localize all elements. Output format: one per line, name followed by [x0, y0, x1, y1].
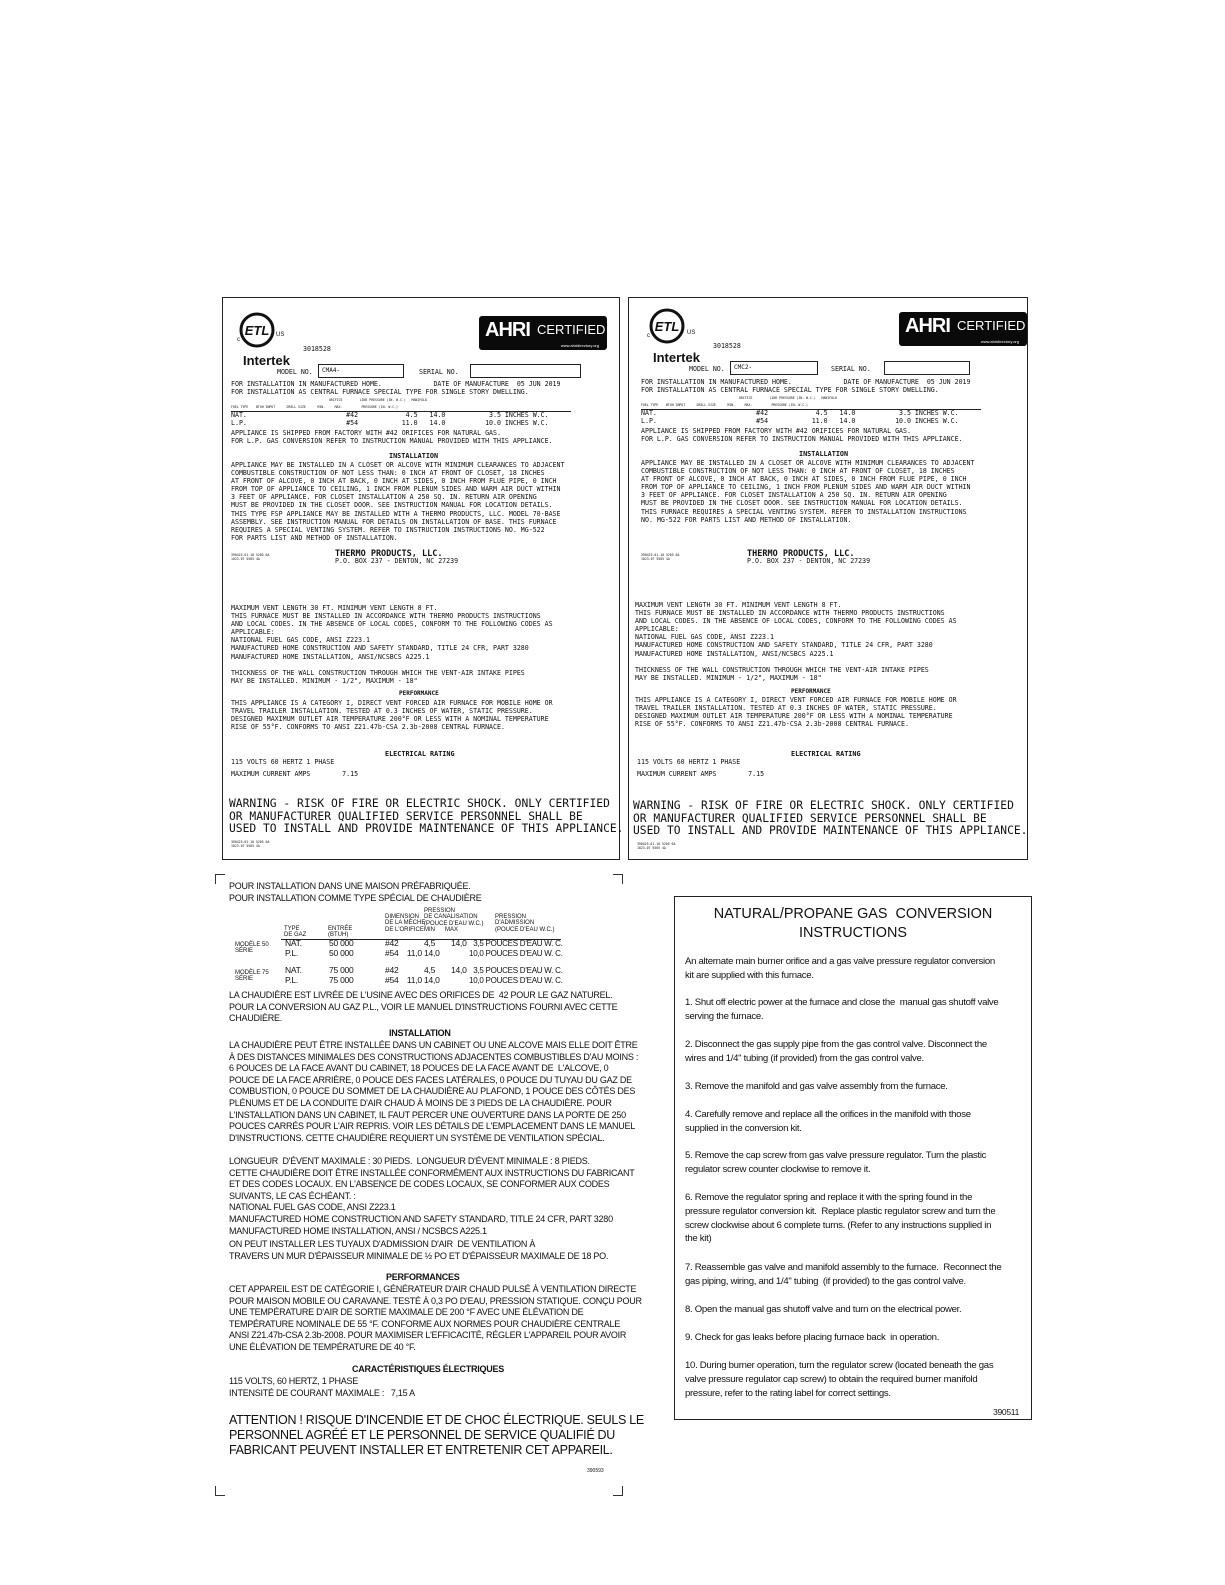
- french-wall-body: ON PEUT INSTALLER LES TUYAUX D'ADMISSION D'AIR DE VENTILATION À TRAVERS UN MUR D'ÉPAISSEUR MINIMALE DE ½ PO ET D'ÉPAISSEUR MAXIMALE DE 18 PO.: [229, 1239, 609, 1261]
- small-code: 390425.01.10 5205 0A 1023-07 5565 4A: [231, 553, 270, 561]
- crop-mark-bl: [215, 1486, 225, 1496]
- conversion-step-4: 4. Carefully remove and replace all the orifices in the manifold with those supplied in the conversion kit.: [685, 1109, 971, 1134]
- french-elec-body: 115 VOLTS, 60 HERTZ, 1 PHASE INTENSITÉ DE COURANT MAXIMALE : 7,15 A: [229, 1376, 415, 1398]
- conversion-title: NATURAL/PROPANE GAS CONVERSION INSTRUCTIONS: [713, 906, 993, 941]
- french-vent-body: LONGUEUR D'ÉVENT MAXIMALE : 30 PIEDS. LONGUEUR D'ÉVENT MINIMALE : 8 PIEDS. CETTE CHAUDIÈRE DOIT ÊTRE INSTALLÉE CONFORMÉMENT AUX INSTRUCTIONS DU FABRICANT ET DES CODES LOCAUX. EN L'ABSENCE DE CODES LOCAUX, SE CONFORMER AUX CODES SUIVANTS, LE CAS ÉCHÉANT. : NATIONAL FUEL GAS CODE, ANSI Z223.1 MANUFACTURED HOME CONSTRUCTION AND SAFETY STANDARD, TITLE 24 CFR, PART 3280 MANUFACTURED HOME INSTALLATION, ANSI / NCSBCS A225.1: [229, 1156, 635, 1236]
- conversion-line: FOR L.P. GAS CONVERSION REFER TO INSTRUCTION MANUAL PROVIDED WITH THIS APPLIANCE.: [231, 437, 553, 445]
- table-row-lp: L.P. #54 11.0 14.0 10.0 INCHES W.C.: [641, 417, 959, 425]
- cert-number: 3018528: [713, 342, 741, 350]
- electrical-heading: ELECTRICAL RATING: [385, 750, 455, 758]
- etl-logo-icon: [239, 312, 275, 348]
- french-th-entree: ENTRÉE (BTUH): [328, 926, 353, 939]
- serial-label: SERIAL NO.: [831, 365, 871, 373]
- electrical-volts: 115 VOLTS 60 HERTZ 1 PHASE: [231, 758, 335, 766]
- conversion-line: FOR L.P. GAS CONVERSION REFER TO INSTRUCTION MANUAL PROVIDED WITH THIS APPLIANCE.: [641, 435, 963, 443]
- conversion-intro: An alternate main burner orifice and a gas valve pressure regulator conversion kit are supplied with this furnace.: [685, 956, 995, 981]
- installation-heading: INSTALLATION: [799, 450, 849, 458]
- company-name: THERMO PRODUCTS, LLC.: [335, 549, 443, 559]
- warning-text: WARNING - RISK OF FIRE OR ELECTRIC SHOCK. ONLY CERTIFIED OR MANUFACTURER QUALIFIED SERVICE PERSONNEL SHALL BE USED TO INSTALL AND PROVIDE MAINTENANCE OF THIS APPLIANCE.: [229, 797, 624, 835]
- rating-label-right: [628, 297, 1028, 860]
- conversion-step-10: 10. During burner operation, turn the regulator screw (located beneath the gas valve pressure regulator cap screw) to obtain the required burner manifold pressure, refer to the rating label for correct settings.: [685, 1360, 994, 1399]
- conversion-step-1: 1. Shut off electric power at the furnace and close the manual gas shutoff valve serving the furnace.: [685, 997, 999, 1022]
- table-row-nat: NAT. #42 4.5 14.0 3.5 INCHES W.C.: [641, 409, 959, 417]
- french-warning: ATTENTION ! RISQUE D'INCENDIE ET DE CHOC ÉLECTRIQUE. SEULS LE PERSONNEL AGRÉÉ ET LE PERSONNEL DE SERVICE QUALIFIÉ DU FABRICANT PEUVENT INSTALLER ET ENTRETENIR CET APPAREIL.: [229, 1413, 644, 1457]
- french-elec-heading: CARACTÉRISTIQUES ÉLECTRIQUES: [352, 1364, 505, 1374]
- shipped-line: APPLIANCE IS SHIPPED FROM FACTORY WITH #42 ORIFICES FOR NATURAL GAS.: [231, 429, 501, 437]
- serial-field: [470, 364, 581, 378]
- conversion-step-5: 5. Remove the cap screw from gas valve pressure regulator. Turn the plastic regulator screw counter clockwise to remove it.: [685, 1150, 987, 1175]
- bottom-code: 390425.01.10 5205 0A 1023-07 5565 4A: [231, 840, 270, 848]
- rating-label-left: [222, 297, 624, 860]
- install-line-2: FOR INSTALLATION AS CENTRAL FURNACE SPECIAL TYPE FOR SINGLE STORY DWELLING.: [231, 388, 529, 396]
- etl-us-mark: US: [276, 332, 285, 338]
- performance-body: THIS APPLIANCE IS A CATEGORY I, DIRECT VENT FORCED AIR FURNACE FOR MOBILE HOME OR TRAVEL TRAILER INSTALLATION. TESTED AT 0.3 INCHES OF WATER, STATIC PRESSURE. DESIGNED MAXIMUM OUTLET AIR TEMPERATURE 200°F OR LESS WITH A NOMINAL TEMPERATURE RISE OF 55°F. CONFORMS TO ANSI Z21.47b-CSA 2.3b-2008 CENTRAL FURNACE.: [635, 696, 957, 729]
- table-row-nat: NAT. #42 4.5 14.0 3.5 INCHES W.C.: [231, 411, 549, 419]
- etl-c-mark: c: [647, 333, 650, 339]
- etl-us-mark: US: [687, 330, 696, 336]
- table-header-2: FUEL TYPE BTUH INPUT DRILL SIZE MIN. MAX. PRESSURE (IN. W.C.): [231, 405, 398, 409]
- serial-field: [884, 361, 970, 375]
- french-perf-heading: PERFORMANCES: [386, 1272, 460, 1282]
- model-label: MODEL NO.: [689, 365, 725, 373]
- french-install-body: LA CHAUDIÈRE PEUT ÊTRE INSTALLÉE DANS UN CABINET OU UNE ALCOVE MAIS ELLE DOIT ÊTRE À DES DISTANCES MINIMALES DES CONSTRUCTIONS ADJACENTES COMBUSTIBLES D'AU MOINS : 6 POUCES DE LA FACE AVANT DU CABINET, 18 POUCES DE LA FACE AVANT DE L'ALCOVE, 0 POUCE DE LA FACE ARRIÈRE, 0 POUCE DES FACES LATÉRALES, 0 POUCE DU TUYAU DU GAZ DE COMBUSTION, 0 POUCE DU SOMMET DE LA CHAUDIÈRE AU PLAFOND, 1 POUCE DES CÔTÉS DES PLÉNUMS ET DE LA CONDUITE D'AIR CHAUD À MOINS DE 3 PIEDS DE LA CHAUDIÈRE. POUR L'INSTALLATION DANS UN CABINET, IL FAUT PERCER UNE OUVERTURE DANS LA PORTE DE 250 POUCES CARRÉS POUR L'AIR REPRIS. VOIR LES DÉTAILS DE L'EMPLACEMENT DANS LE MANUEL D'INSTRUCTIONS. CETTE CHAUDIÈRE REQUIERT UN SYSTÈME DE VENTILATION SPÉCIAL.: [229, 1040, 639, 1143]
- vent-body: MAXIMUM VENT LENGTH 30 FT. MINIMUM VENT LENGTH 8 FT. THIS FURNACE MUST BE INSTALLED IN ACCORDANCE WITH THERMO PRODUCTS INSTRUCTIONS AND LOCAL CODES. IN THE ABSENCE OF LOCAL CODES, CONFORM TO THE FOLLOWING CODES AS APPLICABLE: NATIONAL FUEL GAS CODE, ANSI Z223.1 MANUFACTURED HOME CONSTRUCTION AND SAFETY STANDARD, TITLE 24 CFR, PART 3280 MANUFACTURED HOME INSTALLATION, ANSI/NCSBCS A225.1: [635, 601, 957, 658]
- svg-text:ETL: ETL: [244, 323, 270, 338]
- french-th-pression-can: PRESSION DE CANALISATION (POUCE D'EAU W.C.) MIN MAX: [424, 908, 484, 934]
- french-th-dimension: DIMENSION DE LA MÈCHE DE L'ORIFICE: [385, 914, 426, 933]
- table-header-1: ORIFICE LINE PRESSURE (IN. W.C.) MANIFOLD: [329, 398, 427, 402]
- conversion-step-8: 8. Open the manual gas shutoff valve and turn on the electrical power.: [685, 1304, 962, 1315]
- intertek-logo: Intertek: [243, 353, 290, 368]
- table-header-2: FUEL TYPE BTUH INPUT DRILL SIZE MIN. MAX. PRESSURE (IN. W.C.): [641, 403, 808, 407]
- intertek-logo: Intertek: [653, 350, 700, 365]
- install-line-2: FOR INSTALLATION AS CENTRAL FURNACE SPECIAL TYPE FOR SINGLE STORY DWELLING.: [641, 386, 939, 394]
- french-intro: POUR INSTALLATION DANS UNE MAISON PRÉFABRIQUÉE. POUR INSTALLATION COMME TYPE SPÉCIAL DE CHAUDIÈRE: [229, 881, 482, 903]
- install-line-1: FOR INSTALLATION IN MANUFACTURED HOME. DATE OF MANUFACTURE 05 JUN 2019: [231, 380, 561, 388]
- company-name: THERMO PRODUCTS, LLC.: [747, 549, 855, 559]
- bottom-code: 390425.01.10 5205 0A 1023-07 5565 4A: [637, 842, 676, 850]
- conversion-step-9: 9. Check for gas leaks before placing furnace back in operation.: [685, 1332, 940, 1343]
- table-row-lp: L.P. #54 11.0 14.0 10.0 INCHES W.C.: [231, 419, 549, 427]
- french-label: POUR INSTALLATION DANS UNE MAISON PRÉFABRIQUÉE. POUR INSTALLATION COMME TYPE SPÉCIAL DE CHAUDIÈRE PRESSION DE CANALISATION (POUCE D'EAU W.C.) MIN MAX DIMENSION DE LA MÈCHE DE L'ORIFICE TYPE DE GAZ ENTRÉE (BTUH) PRESSION D'ADMISSION (POUCE D'EAU W.C.) MODÈLE 50 SÉRIE NAT. P.L. 50 000 50 000 #42 #54 11,0 4,5 14,0 14,0 3,5 POUCES D'EAU W. C. 10,0 POUCES D'EAU W. C. MODÈLE 75 SÉRIE NAT. P.L. 75 000 75 000 #42 #54 11,0 4,5 14,0 14,0 3,5 POUCES D'EAU W. C. 10,0 POUCES D'EAU W. C. LA CHAUDIÈRE EST LIVRÉE DE L'USINE AVEC DES ORIFICES DE 42 POUR LE GAZ NATUREL. POUR LA CONVERSION AU GAZ P.L., VOIR LE MANUEL D'INSTRUCTIONS FOURNI AVEC CETTE CHAUDIÈRE. INSTALLATION LA CHAUDIÈRE PEUT ÊTRE INSTALLÉE DANS UN CABINET OU UNE ALCOVE MAIS ELLE DOIT ÊTRE À DES DISTANCES MINIMALES DES CONSTRUCTIONS ADJACENTES COMBUSTIBLES D'AU MOINS : 6 POUCES DE LA FACE AVANT DU CABINET, 18 POUCES DE LA FACE AVANT DE L'ALCOVE, 0 POUCE DE LA FACE ARRIÈRE, 0 POUCE DES FACES LATÉRALES, 0 POUCE DU TUYAU DU GAZ DE COMBUSTION, 0 POUCE DU SOMMET DE LA CHAUDIÈRE AU PLAFOND, 1 POUCE DES CÔTÉS DES PLÉNUMS ET DE LA CONDUITE D'AIR CHAUD À MOINS DE 3 PIEDS DE LA CHAUDIÈRE. POUR L'INSTALLATION DANS UN CABINET, IL FAUT PERCER UNE OUVERTURE DANS LA PORTE DE 250 POUCES CARRÉS POUR L'AIR REPRIS. VOIR LES DÉTAILS DE L'EMPLACEMENT DANS LE MANUEL D'INSTRUCTIONS. CETTE CHAUDIÈRE REQUIERT UN SYSTÈME DE VENTILATION SPÉCIAL. LONGUEUR D'ÉVENT MAXIMALE : 30 PIEDS. LONGUEUR D'ÉVENT MINIMALE : 8 PIEDS. CETTE CHAUDIÈRE DOIT ÊTRE INSTALLÉE CONFORMÉMENT AUX INSTRUCTIONS DU FABRICANT ET DES CODES LOCAUX. EN L'ABSENCE DE CODES LOCAUX, SE CONFORMER AUX CODES SUIVANTS, LE CAS ÉCHÉANT. : NATIONAL FUEL GAS CODE, ANSI Z223.1 MANUFACTURED HOME CONSTRUCTION AND SAFETY STANDARD, TITLE 24 CFR, PART 3280 MANUFACTURED HOME INSTALLATION, ANSI / NCSBCS A225.1 ON PEUT INSTALLER LES TUYAUX D'ADMISSION D'AIR DE VENTILATION À TRAVERS UN MUR D'ÉPAISSEUR MINIMALE DE ½ PO ET D'ÉPAISSEUR MAXIMALE DE 18 PO. PERFORMANCES CET APPAREIL EST DE CATÉGORIE I, GÉNÉRATEUR D'AIR CHAUD PULSÉ À VENTILATION DIRECTE POUR MAISON MOBILE OU CARAVANE. TESTÉ À 0,3 PO D'EAU, PRESSION STATIQUE. CONÇU POUR UNE TEMPÉRATURE D'AIR DE SORTIE MAXIMALE DE 200 °F AVEC UNE ÉLÉVATION DE TEMPÉRATURE NOMINALE DE 55 °F. CONFORME AUX NORMES POUR CHAUDIÈRE CENTRALE ANSI Z21.47b-CSA 2.3b-2008. POUR MAXIMISER L'EFFICACITÉ, RÉGLER L'APPAREIL POUR AVOIR UNE ÉLÉVATION DE TEMPÉRATURE DE 40 °F. CARACTÉRISTIQUES ÉLECTRIQUES 115 VOLTS, 60 HERTZ, 1 PHASE INTENSITÉ DE COURANT MAXIMALE : 7,15 A ATTENTION ! RISQUE D'INCENDIE ET DE CHOC ÉLECTRIQUE. SEULS LE PERSONNEL AGRÉÉ ET LE PERSONNEL DE SERVICE QUALIFIÉ DU FABRICANT PEUVENT INSTALLER ET ENTRETENIR CET APPAREIL. 390593: [215, 874, 623, 1496]
- wall-body: THICKNESS OF THE WALL CONSTRUCTION THROUGH WHICH THE VENT-AIR INTAKE PIPES MAY BE INSTALLED. MINIMUM - 1/2", MAXIMUM - 18": [231, 669, 525, 686]
- electrical-heading: ELECTRICAL RATING: [791, 750, 861, 758]
- crop-mark-br: [613, 1486, 623, 1496]
- french-code: 390593: [587, 1468, 604, 1474]
- conversion-step-7: 7. Reassemble gas valve and manifold assembly to the furnace. Reconnect the gas piping, wiring, and 1/4" tubing (if provided) to the gas control valve.: [685, 1262, 1002, 1287]
- model-field: CMC2-: [730, 361, 818, 375]
- electrical-amps: MAXIMUM CURRENT AMPS 7.15: [231, 770, 359, 778]
- svg-text:ETL: ETL: [654, 319, 680, 334]
- ahri-certified-logo: AHRI CERTIFIED www.ahridirectory.org: [479, 316, 607, 350]
- table-header-1: ORIFICE LINE PRESSURE (IN. W.C.) MANIFOLD: [739, 396, 837, 400]
- crop-mark-tr: [613, 874, 623, 884]
- conversion-title-wrap: [675, 905, 1031, 943]
- installation-body: APPLIANCE MAY BE INSTALLED IN A CLOSET OR ALCOVE WITH MINIMUM CLEARANCES TO ADJACENT COMBUSTIBLE CONSTRUCTION OF NOT LESS THAN: 0 INCH AT FRONT OF CLOSET, 18 INCHES AT FRONT OF ALCOVE, 0 INCH AT BACK, 0 INCH AT SIDES, 0 INCH FROM FLUE PIPE, 0 INCH FROM TOP OF APPLIANCE TO CEILING, 1 INCH FROM PLENUM SIDES AND WARM AIR DUCT WITHIN 3 FEET OF APPLIANCE. FOR CLOSET INSTALLATION A 250 SQ. IN. RETURN AIR OPENING MUST BE PROVIDED IN THE CLOSET DOOR. SEE INSTRUCTION MANUAL FOR LOCATION DETAILS. THIS TYPE FSP APPLIANCE MAY BE INSTALLED WITH A THERMO PRODUCTS, LLC. MODEL 70-BASE ASSEMBLY. SEE INSTRUCTION MANUAL FOR DETAILS ON INSTALLATION OF BASE. THIS FURNACE REQUIRES A SPECIAL VENTING SYSTEM. REFER TO INSTRUCTION INSTRUCTIONS NO. MG-522 FOR PARTS LIST AND METHOD OF INSTALLATION.: [231, 461, 565, 542]
- company-address: P.O. BOX 237 - DENTON, NC 27239: [747, 557, 871, 565]
- electrical-volts: 115 VOLTS 60 HERTZ 1 PHASE: [637, 758, 741, 766]
- conversion-step-6: 6. Remove the regulator spring and replace it with the spring found in the pressure regulator conversion kit. Replace plastic regulator screw and turn the screw clockwise about 6 complete turns. (Refer to any instructions supplied in the kit): [685, 1192, 996, 1245]
- performance-heading: PERFORMANCE: [399, 690, 439, 697]
- electrical-amps: MAXIMUM CURRENT AMPS 7.15: [637, 770, 765, 778]
- french-install-heading: INSTALLATION: [389, 1028, 451, 1038]
- warning-text: WARNING - RISK OF FIRE OR ELECTRIC SHOCK. ONLY CERTIFIED OR MANUFACTURER QUALIFIED SERVICE PERSONNEL SHALL BE USED TO INSTALL AND PROVIDE MAINTENANCE OF THIS APPLIANCE.: [633, 799, 1028, 837]
- conversion-step-3: 3. Remove the manifold and gas valve assembly from the furnace.: [685, 1081, 948, 1092]
- crop-mark-tl: [215, 874, 225, 884]
- ahri-certified-logo: AHRI CERTIFIED www.ahridirectory.org: [899, 312, 1027, 346]
- company-address: P.O. BOX 237 - DENTON, NC 27239: [335, 557, 459, 565]
- french-th-pression-adm: PRESSION D'ADMISSION (POUCE D'EAU W.C.): [495, 914, 555, 933]
- etl-c-mark: c: [237, 337, 240, 343]
- performance-heading: PERFORMANCE: [791, 688, 831, 695]
- performance-body: THIS APPLIANCE IS A CATEGORY I, DIRECT VENT FORCED AIR FURNACE FOR MOBILE HOME OR TRAVEL TRAILER INSTALLATION. TESTED AT 0.3 INCHES OF WATER, STATIC PRESSURE. DESIGNED MAXIMUM OUTLET AIR TEMPERATURE 200°F OR LESS WITH A NOMINAL TEMPERATURE RISE OF 55°F. CONFORMS TO ANSI Z21.47b-CSA 2.3b-2008 CENTRAL FURNACE.: [231, 699, 553, 732]
- conversion-step-2: 2. Disconnect the gas supply pipe from the gas control valve. Disconnect the wires and 1/4" tubing (if provided) from the gas control valve.: [685, 1039, 987, 1064]
- cert-number: 3018528: [303, 345, 331, 353]
- installation-heading: INSTALLATION: [389, 452, 439, 460]
- french-perf-body: CET APPAREIL EST DE CATÉGORIE I, GÉNÉRATEUR D'AIR CHAUD PULSÉ À VENTILATION DIRECTE POUR MAISON MOBILE OU CARAVANE. TESTÉ À 0,3 PO D'EAU, PRESSION STATIQUE. CONÇU POUR UNE TEMPÉRATURE D'AIR DE SORTIE MAXIMALE DE 200 °F AVEC UNE ÉLÉVATION DE TEMPÉRATURE NOMINALE DE 55 °F. CONFORME AUX NORMES POUR CHAUDIÈRE CENTRALE ANSI Z21.47b-CSA 2.3b-2008. POUR MAXIMISER L'EFFICACITÉ, RÉGLER L'APPAREIL POUR AVOIR UNE ÉLÉVATION DE TEMPÉRATURE DE 40 °F.: [229, 1284, 642, 1352]
- install-line-1: FOR INSTALLATION IN MANUFACTURED HOME. DATE OF MANUFACTURE 05 JUN 2019: [641, 378, 971, 386]
- model-label: MODEL NO.: [277, 368, 313, 376]
- small-code: 390425.01.10 5205 0A 1023-07 5565 4A: [641, 553, 680, 561]
- model-field: CMA4-: [318, 364, 404, 378]
- wall-body: THICKNESS OF THE WALL CONSTRUCTION THROUGH WHICH THE VENT-AIR INTAKE PIPES MAY BE INSTALLED. MINIMUM - 1/2", MAXIMUM - 18": [635, 666, 929, 683]
- vent-body: MAXIMUM VENT LENGTH 30 FT. MINIMUM VENT LENGTH 8 FT. THIS FURNACE MUST BE INSTALLED IN ACCORDANCE WITH THERMO PRODUCTS INSTRUCTIONS AND LOCAL CODES. IN THE ABSENCE OF LOCAL CODES, CONFORM TO THE FOLLOWING CODES AS APPLICABLE: NATIONAL FUEL GAS CODE, ANSI Z223.1 MANUFACTURED HOME CONSTRUCTION AND SAFETY STANDARD, TITLE 24 CFR, PART 3280 MANUFACTURED HOME INSTALLATION, ANSI/NCSBCS A225.1: [231, 604, 553, 661]
- serial-label: SERIAL NO.: [419, 368, 459, 376]
- etl-logo-icon: [649, 308, 685, 344]
- french-shipped: LA CHAUDIÈRE EST LIVRÉE DE L'USINE AVEC DES ORIFICES DE 42 POUR LE GAZ NATUREL. POUR LA CONVERSION AU GAZ P.L., VOIR LE MANUEL D'INSTRUCTIONS FOURNI AVEC CETTE CHAUDIÈRE.: [229, 990, 618, 1024]
- french-th-type: TYPE DE GAZ: [284, 926, 307, 939]
- conversion-instructions: [674, 896, 1032, 1420]
- installation-body: APPLIANCE MAY BE INSTALLED IN A CLOSET OR ALCOVE WITH MINIMUM CLEARANCES TO ADJACENT COMBUSTIBLE CONSTRUCTION OF NOT LESS THAN: 0 INCH AT FRONT OF CLOSET, 18 INCHES AT FRONT OF ALCOVE, 0 INCH AT BACK, 0 INCH AT SIDES, 0 INCH FROM FLUE PIPE, 0 INCH FROM TOP OF APPLIANCE TO CEILING, 1 INCH FROM PLENUM SIDES AND WARM AIR DUCT WITHIN 3 FEET OF APPLIANCE. FOR CLOSET INSTALLATION A 250 SQ. IN. RETURN AIR OPENING MUST BE PROVIDED IN THE CLOSET DOOR. SEE INSTRUCTION MANUAL FOR LOCATION DETAILS. THIS FURNACE REQUIRES A SPECIAL VENTING SYSTEM. REFER TO INSTALLATION INSTRUCTIONS NO. MG-522 FOR PARTS LIST AND METHOD OF INSTALLATION.: [641, 459, 975, 524]
- conversion-code: 390511: [993, 1407, 1019, 1417]
- shipped-line: APPLIANCE IS SHIPPED FROM FACTORY WITH #42 ORIFICES FOR NATURAL GAS.: [641, 427, 911, 435]
